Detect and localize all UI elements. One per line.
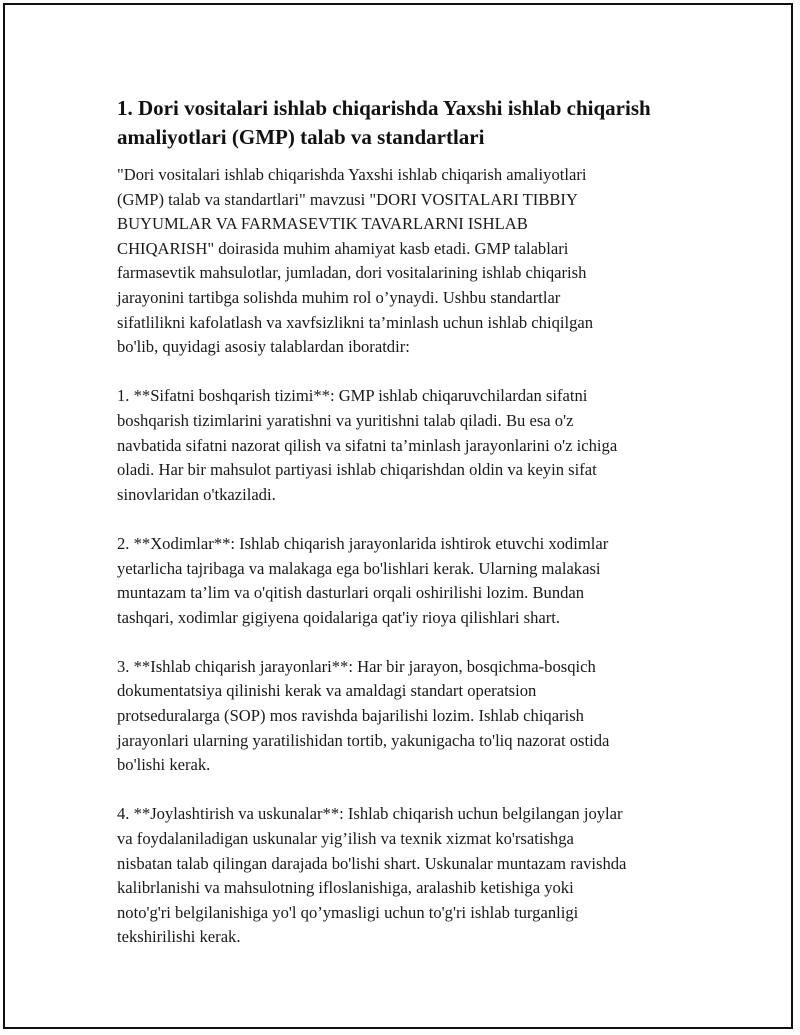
section-premises-equipment (117, 802, 697, 950)
text-line: kalibrlanishi va mahsulotning ifloslanishiga, aralashib ketishiga yoki (117, 878, 574, 898)
section-personnel (117, 532, 697, 630)
text-line: boshqarish tizimlarini yaratishni va yuritishni talab qiladi. Bu esa o'z (117, 410, 574, 430)
document-body (117, 94, 697, 975)
text-line: 4. **Joylashtirish va uskunalar**: Ishlab chiqarish uchun belgilangan joylar (117, 804, 623, 824)
text-line: tashqari, xodimlar gigiyena qoidalariga qat'iy rioya qilishlari shart. (117, 607, 561, 627)
text-line: bo'lishi kerak. (117, 755, 211, 775)
text-line: navbatida sifatni nazorat qilish va sifatni ta’minlash jarayonlarini o'z ichiga (117, 435, 618, 455)
text-line: "Dori vositalari ishlab chiqarishda Yaxshi ishlab chiqarish amaliyotlari (117, 165, 587, 184)
text-line: tekshirilishi kerak. (117, 927, 241, 947)
text-line: nisbatan talab qilingan darajada bo'lishi shart. Uskunalar muntazam ravishda (117, 853, 627, 873)
text-line: noto'g'ri belgilanishiga yo'l qo’ymasligi uchun to'g'ri ishlab turganligi (117, 902, 579, 922)
text-line: sifatlilikni kafolatlash va xavfsizlikni ta’minlash uchun ishlab chiqilgan (117, 312, 594, 332)
section-production-processes (117, 655, 697, 778)
text-line: oladi. Har bir mahsulot partiyasi ishlab chiqarishdan oldin va keyin sifat (117, 460, 597, 480)
section-quality-management (117, 384, 697, 507)
text-line: jarayonini tartibga solishda muhim rol o’ynaydi. Ushbu standartlar (117, 287, 561, 307)
text-line: jarayonlari ularning yaratilishidan tortib, yakunigacha to'liq nazorat ostida (117, 730, 610, 750)
text-line: 2. **Xodimlar**: Ishlab chiqarish jarayonlarida ishtirok etuvchi xodimlar (117, 533, 609, 553)
document-title (117, 94, 697, 152)
title-line: amaliyotlari (GMP) talab va standartlari (117, 125, 485, 149)
text-line: (GMP) talab va standartlari" mavzusi "DORI VOSITALARI TIBBIY (117, 189, 578, 209)
text-line: farmasevtik mahsulotlar, jumladan, dori vositalarining ishlab chiqarish (117, 263, 587, 283)
text-line: protseduralarga (SOP) mos ravishda bajarilishi lozim. Ishlab chiqarish (117, 706, 584, 726)
text-line: muntazam ta’lim va o'qitish dasturlari orqali oshirilishi lozim. Bundan (117, 583, 585, 603)
text-line: va foydalaniladigan uskunalar yig’ilish va texnik xizmat ko'rsatishga (117, 829, 574, 849)
text-line: CHIQARISH" doirasida muhim ahamiyat kasb etadi. GMP talablari (117, 238, 569, 258)
intro-paragraph (117, 163, 697, 360)
text-line: 3. **Ishlab chiqarish jarayonlari**: Har bir jarayon, bosqichma-bosqich (117, 656, 596, 676)
text-line: yetarlicha tajribaga va malakaga ega bo'lishlari kerak. Ularning malakasi (117, 558, 601, 578)
text-line: sinovlaridan o'tkaziladi. (117, 484, 276, 504)
text-line: dokumentatsiya qilinishi kerak va amaldagi standart operatsion (117, 681, 537, 701)
text-line: 1. **Sifatni boshqarish tizimi**: GMP ishlab chiqaruvchilardan sifatni (117, 386, 588, 406)
text-line: bo'lib, quyidagi asosiy talablardan iboratdir: (117, 337, 410, 357)
title-line: 1. Dori vositalari ishlab chiqarishda Yaxshi ishlab chiqarish (117, 96, 651, 120)
text-line: BUYUMLAR VA FARMASEVTIK TAVARLARNI ISHLAB (117, 214, 528, 234)
